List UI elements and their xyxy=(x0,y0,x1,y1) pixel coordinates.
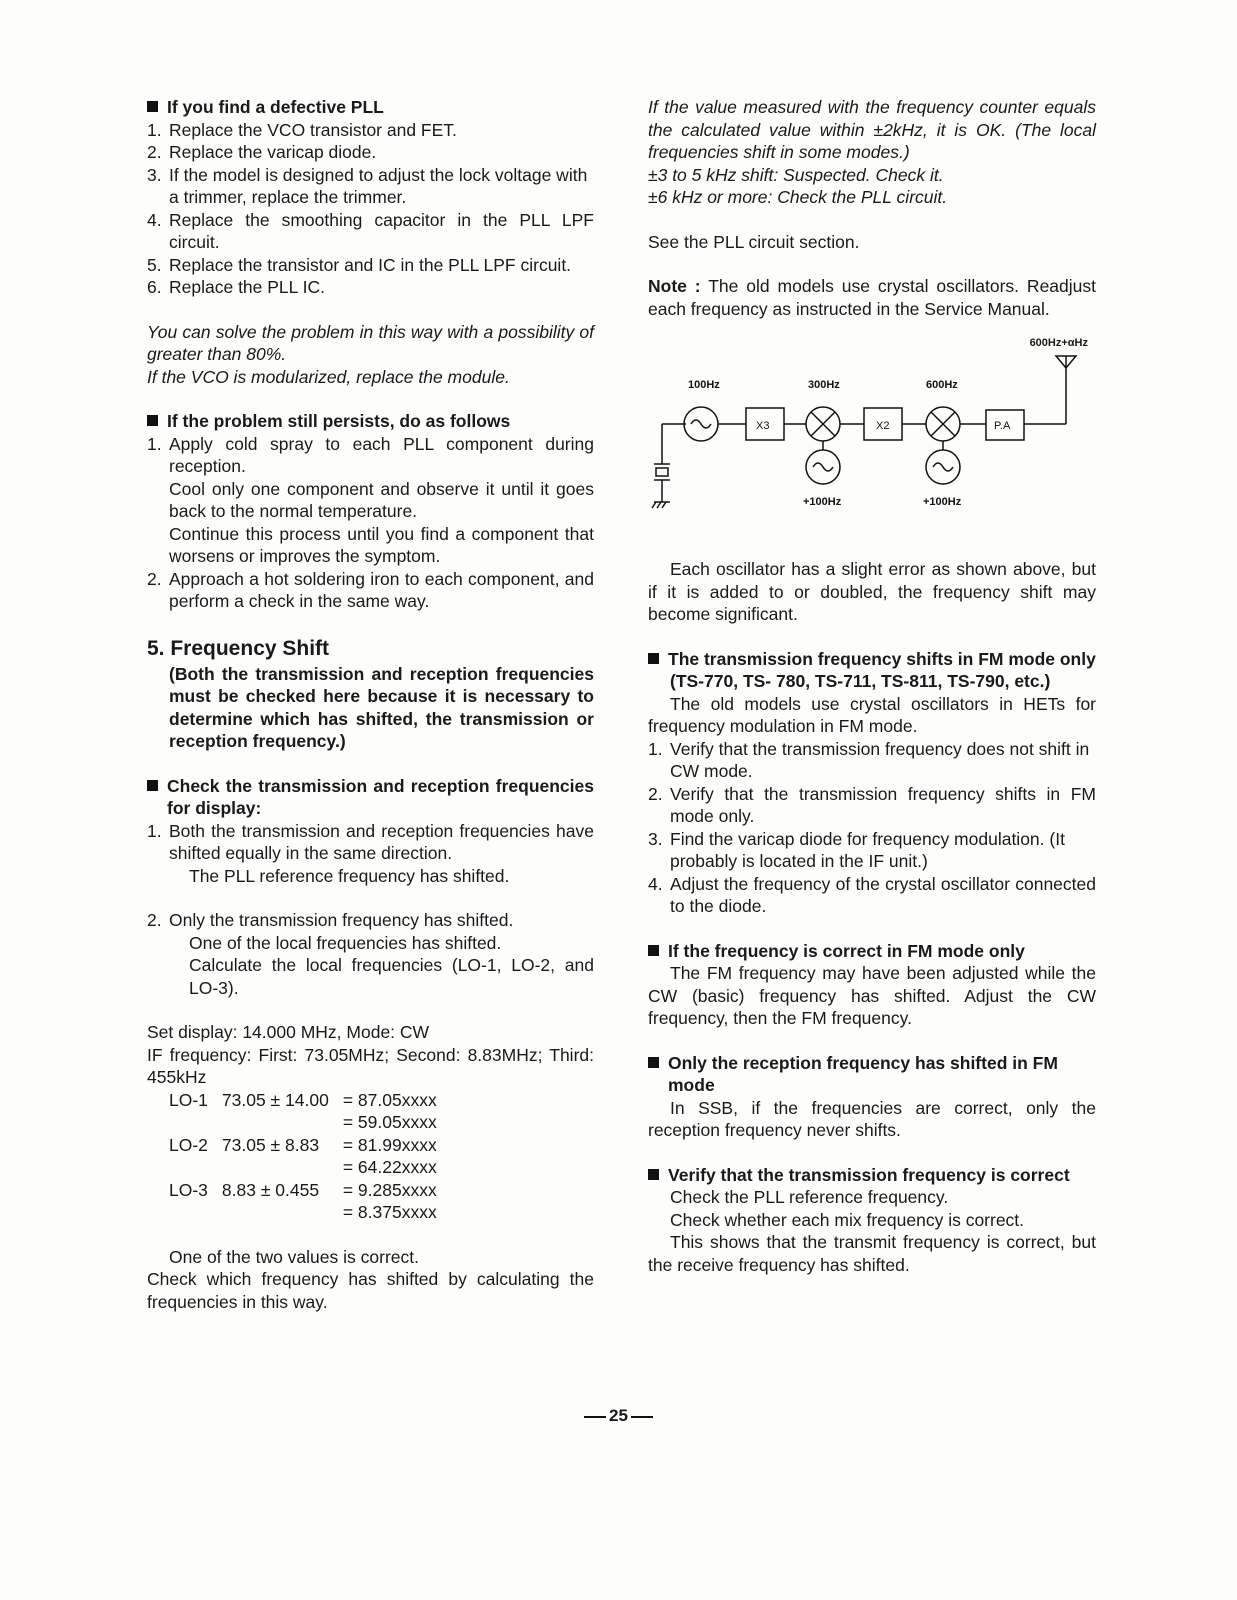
diagram-svg xyxy=(648,354,1096,554)
section-heading: Check the transmission and reception frequencies for display: xyxy=(147,775,594,820)
lo-table xyxy=(169,1089,451,1224)
frequency-shift-section xyxy=(147,635,594,753)
correct-fm-section xyxy=(648,940,1096,1030)
list-item: 1. Verify that the transmission frequency does not shift in CW mode. xyxy=(648,738,1090,781)
section-text: In SSB, if the frequencies are correct, only the reception frequency never shifts. xyxy=(648,1097,1096,1140)
section-text: This shows that the transmit frequency is correct, but the receive frequency has shifted. xyxy=(648,1232,1096,1275)
freq-label: 100Hz xyxy=(688,379,720,391)
calc-section xyxy=(147,1021,594,1313)
model-list: (TS-770, TS- 780, TS-711, TS-811, TS-790, etc.) xyxy=(670,671,1051,691)
freq-label: 600Hz xyxy=(926,379,958,391)
section-text: Check the PLL reference frequency. xyxy=(670,1187,949,1207)
box-label: P.A xyxy=(994,420,1011,432)
italic-note: You can solve the problem in this way with a possibility of greater than 80%. xyxy=(147,321,594,364)
italic-block: If the value measured with the frequency counter equals the calculated value within ±2kHz, it is OK. (The local frequencies shift in some modes.) xyxy=(648,97,1096,162)
section-heading: If the problem still persists, do as follows xyxy=(147,410,594,433)
square-bullet-icon xyxy=(147,101,158,112)
list-item: 6. Replace the PLL IC. xyxy=(147,277,325,297)
section-text: Check whether each mix frequency is correct. xyxy=(670,1209,1025,1230)
section-heading: Only the reception frequency has shifted in FM mode xyxy=(648,1052,1096,1097)
list-item: 3. If the model is designed to adjust the lock voltage with a trimmer, replace the trimmer. xyxy=(147,164,588,207)
italic-line: ±3 to 5 kHz shift: Suspected. Check it. xyxy=(648,164,944,185)
square-bullet-icon xyxy=(147,415,158,426)
section-heading: Verify that the transmission frequency is correct xyxy=(648,1164,1096,1187)
note-label: Note : xyxy=(648,276,701,296)
persists-section xyxy=(147,410,594,613)
section-title: 5. Frequency Shift xyxy=(147,636,330,660)
freq-label: +100Hz xyxy=(923,496,962,508)
section-heading: The transmission frequency shifts in FM mode only xyxy=(648,648,1096,671)
square-bullet-icon xyxy=(648,1169,659,1180)
list-item: 2. Approach a hot soldering iron to each component, and perform a check in the same way. xyxy=(147,568,594,611)
defective-pll-section xyxy=(147,96,594,388)
square-bullet-icon xyxy=(648,945,659,956)
italic-note: If the VCO is modularized, replace the module. xyxy=(147,366,510,387)
oscillator-text: Each oscillator has a slight error as shown above, but if it is added to or doubled, the frequency shift may become significant. xyxy=(648,559,1096,624)
bold-note: (Both the transmission and reception frequencies must be checked here because it is necessary to determine which has shifted, the transmission or reception frequency.) xyxy=(169,663,594,751)
fm-steps xyxy=(648,738,1096,918)
square-bullet-icon xyxy=(147,780,158,791)
crystal-icon xyxy=(656,468,668,476)
table-row: = 8.375xxxx xyxy=(342,1202,437,1222)
freq-label: +100Hz xyxy=(803,496,842,508)
square-bullet-icon xyxy=(648,1057,659,1068)
ground-hatch xyxy=(657,502,661,508)
persists-steps xyxy=(147,433,594,613)
check-section xyxy=(147,775,594,1000)
sine-icon xyxy=(813,463,833,471)
calc-line: IF frequency: First: 73.05MHz; Second: 8.83MHz; Third: 455kHz xyxy=(147,1044,594,1087)
oscillator-diagram xyxy=(648,337,1096,554)
italic-line: ±6 kHz or more: Check the PLL circuit. xyxy=(648,187,948,207)
left-column xyxy=(147,96,594,1313)
table-row: = 59.05xxxx xyxy=(342,1112,437,1132)
square-bullet-icon xyxy=(648,653,659,664)
heading-text: If you find a defective PLL xyxy=(167,97,384,117)
fm-only-section xyxy=(648,648,1096,918)
list-item: 1. Replace the VCO transistor and FET. xyxy=(147,119,457,140)
output-freq-label: 600Hz+αHz xyxy=(1029,337,1088,349)
section-text: The FM frequency may have been adjusted while the CW (basic) frequency has shifted. Adjust the CW frequency, then the FM frequency. xyxy=(648,963,1096,1028)
section-heading xyxy=(147,96,594,119)
page-footer xyxy=(0,1405,1237,1428)
list-item: 1. Both the transmission and reception frequencies have shifted equally in the same direction. The PLL reference frequency has shifted. xyxy=(147,820,594,886)
table-row: LO-3 8.83 ± 0.455 = 9.285xxxx xyxy=(169,1179,437,1200)
list-item: 2. Replace the varicap diode. xyxy=(147,142,377,162)
list-item: 4. Adjust the frequency of the crystal oscillator connected to the diode. xyxy=(648,873,1096,916)
table-row: LO-2 73.05 ± 8.83 = 81.99xxxx xyxy=(169,1134,437,1155)
dash-decoration xyxy=(584,1416,606,1418)
right-column xyxy=(648,96,1096,1276)
section-heading: If the frequency is correct in FM mode only xyxy=(648,940,1096,963)
box-label: X3 xyxy=(756,420,770,432)
intro-text: The old models use crystal oscillators in HETs for frequency modulation in FM mode. xyxy=(648,693,1096,736)
list-item: 3. Find the varicap diode for frequency modulation. (It probably is located in the IF unit.) xyxy=(648,828,1065,871)
reception-fm-section xyxy=(648,1052,1096,1142)
freq-label: 300Hz xyxy=(808,379,840,391)
page-number: 25 xyxy=(609,1406,628,1425)
note-paragraph: Note : The old models use crystal oscillators. Readjust each frequency as instructed in the Service Manual. xyxy=(648,276,1097,319)
table-row: = 64.22xxxx xyxy=(342,1157,437,1177)
defective-steps xyxy=(147,119,594,299)
box-label: X2 xyxy=(876,420,890,432)
see-text: See the PLL circuit section. xyxy=(648,231,860,252)
sine-icon xyxy=(933,463,953,471)
list-item: 4. Replace the smoothing capacitor in the PLL LPF circuit. xyxy=(147,209,594,252)
calc-text: Check which frequency has shifted by calculating the frequencies in this way. xyxy=(147,1269,594,1312)
list-item: 2. Verify that the transmission frequency shifts in FM mode only. xyxy=(648,783,1096,826)
calc-text: One of the two values is correct. xyxy=(169,1246,419,1267)
verify-section xyxy=(648,1164,1096,1277)
ground-hatch xyxy=(662,502,666,508)
list-item: 1. Apply cold spray to each PLL component during reception. Cool only one component and observe it until it goes back to the normal temperature. Continue this process until you find a component that worsens or improves the symptom. xyxy=(147,433,594,566)
ground-hatch xyxy=(652,502,656,508)
list-item: 2. Only the transmission frequency has shifted. One of the local frequencies has shifted. Calculate the local frequencies (LO-1, LO-2, and LO-3). xyxy=(147,910,594,998)
sine-icon xyxy=(691,420,711,428)
calc-line: Set display: 14.000 MHz, Mode: CW xyxy=(147,1022,430,1042)
list-item: 5. Replace the transistor and IC in the PLL LPF circuit. xyxy=(147,254,572,275)
dash-decoration xyxy=(631,1416,653,1418)
table-row: LO-1 73.05 ± 14.00 = 87.05xxxx xyxy=(169,1089,437,1110)
check-steps xyxy=(147,820,594,1000)
